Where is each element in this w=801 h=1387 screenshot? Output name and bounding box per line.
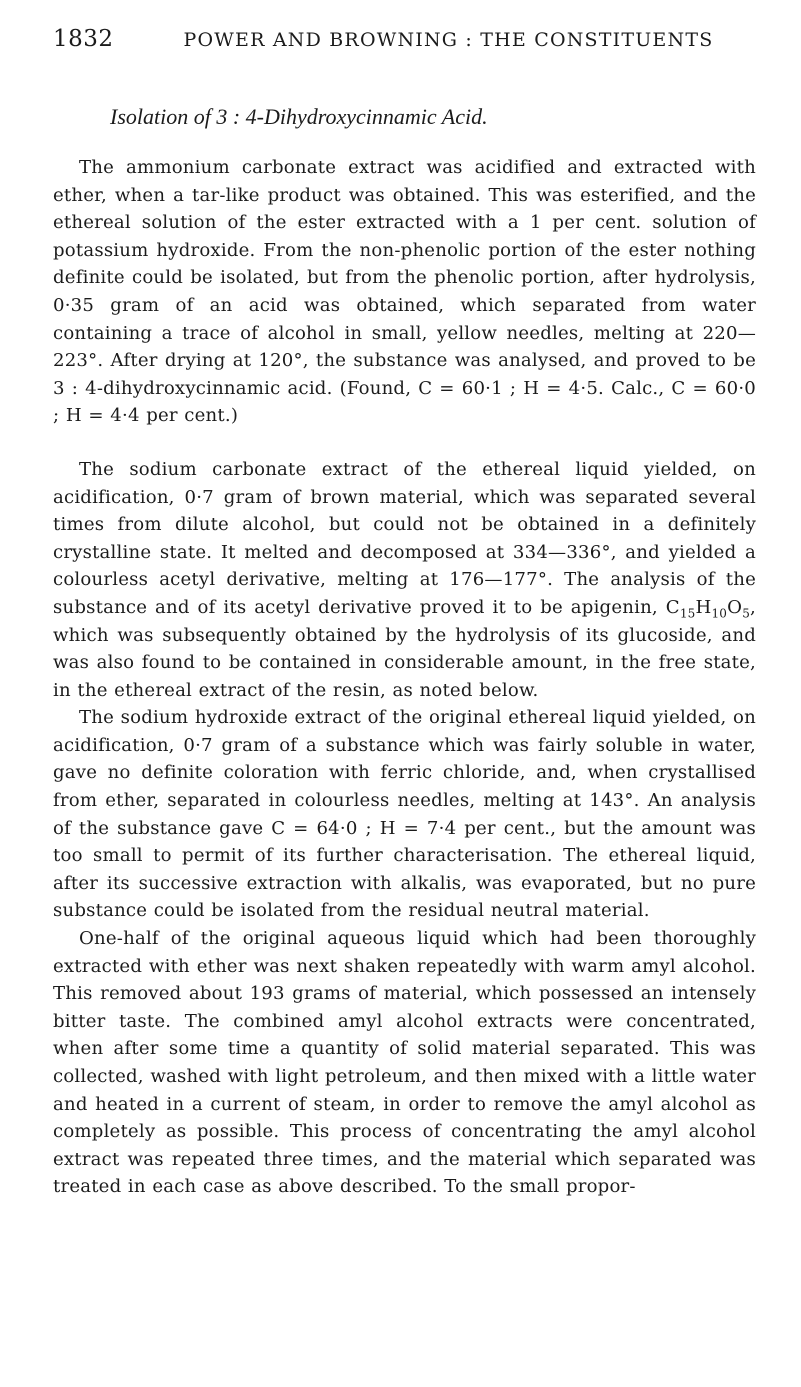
paragraph-2-tail: , which was subsequently obtained by the hydrolysis of its glucoside, and was also found to be contained in considerable amount, in the free state, in the ethereal extract of the resin, as noted below. — [53, 596, 756, 701]
page-header — [53, 26, 756, 66]
section-title: Isolation of 3 : 4-Dihydroxycinnamic Acid. — [110, 104, 488, 129]
paragraph-1: The ammonium carbonate extract was acidified and extracted with ether, when a tar-like product was obtained. This was esterified, and the ethereal solution of the ester extracted with a 1 per cent. solution of potassium hydroxide. From the non-phenolic portion of the ester nothing definite could be isolated, but from the phenolic portion, after hydrolysis, 0·35 gram of an acid was obtained, which separated from water containing a trace of alcohol in small, yellow needles, melting at 220—223°. After drying at 120°, the substance was analysed, and proved to be 3 : 4-dihydroxycinnamic acid. (Found, C = 60·1 ; H = 4·5. Calc., C = 60·0 ; H = 4·4 per cent.) — [53, 157, 756, 427]
paragraph-2 — [53, 456, 756, 704]
page-number: 1832 — [53, 26, 114, 52]
running-head: POWER AND BROWNING : THE CONSTITUENTS — [183, 29, 714, 51]
apigenin-formula: $C_{15}H_{10}O_5$ — [665, 596, 751, 621]
paragraph-2-text: The sodium carbonate extract of the ethereal liquid yielded, on acidification, 0·7 gram of brown material, which was separated several times from dilute alcohol, but could not be obtained in a definitely crystalline state. It melted and decomposed at 334—336°, and yielded a colourless acetyl derivative, melting at 176—177°. The analysis of the substance and of its acetyl derivative proved it to be apigenin, — [53, 458, 756, 618]
paragraph-4: One-half of the original aqueous liquid which had been thoroughly extracted with ether was next shaken repeatedly with warm amyl alcohol. This removed about 193 grams of material, which possessed an intensely bitter taste. The combined amyl alcohol extracts were concentrated, when after some time a quantity of solid material separated. This was collected, washed with light petroleum, and then mixed with a little water and heated in a current of steam, in order to remove the amyl alcohol as completely as possible. This process of concentrating the amyl alcohol extract was repeated three times, and the material which separated was treated in each case as above described. To the small propor- — [53, 928, 756, 1198]
paragraph-3: The sodium hydroxide extract of the original ethereal liquid yielded, on acidification, 0·7 gram of a substance which was fairly soluble in water, gave no definite coloration with ferric chloride, and, when crystallised from ether, separated in colourless needles, melting at 143°. An analysis of the substance gave C = 64·0 ; H = 7·4 per cent., but the amount was too small to permit of its further characterisation. The ethereal liquid, after its successive extraction with alkalis, was evaporated, but no pure substance could be isolated from the residual neutral material. — [53, 707, 756, 922]
